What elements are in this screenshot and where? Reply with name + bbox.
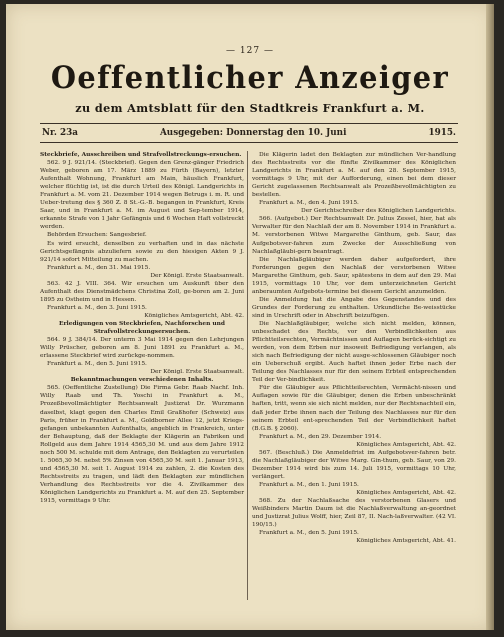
page-subtitle: zu dem Amtsblatt für den Stadtkreis Frankfurt a. M. (75, 101, 425, 115)
paragraph: Frankfurt a. M., den 29. Dezember 1914. (259, 433, 382, 440)
paragraph: Der Gerichtschreiber des Königlichen Landgerichts. (301, 208, 456, 215)
paragraph: Bekanntmachungen verschiedenen Inhalts. (70, 377, 214, 384)
paragraph: Frankfurt a. M., den 3. Juni 1915. (47, 304, 147, 311)
paragraph: Königliches Amtsgericht, Abt. 41. (356, 538, 456, 545)
paragraph: Erledigungen von Steckbriefen, Nachforschen und Strafvollstreckungsersuchen. (58, 320, 226, 336)
paragraph: Frankfurt a. M., den 4. Juni 1915. (259, 200, 359, 207)
page-edge (486, 4, 494, 630)
paragraph: Es wird ersucht, denselben zu verhaften und in das nächste Gerichtsgefängnis abzuliefern sowie zu den hiesigen Akten 9 J. 921/14 sofort Mitteilung zu machen. (40, 240, 244, 263)
paragraph: 564. 9 J. 384/14. Der unterm 3 Mai 1914 gegen den Lehrjungen Willy Prüscher, geboren am 8. Juni 1891 zu Frankfurt a. M., erlassene Steckbrief wird zurückge-nommen. (40, 337, 244, 360)
paragraph: Der Königl. Erste Staatsanwalt. (150, 272, 244, 279)
issue-bar (40, 123, 458, 143)
paragraph: Die Nachlaßgläubiger werden daher aufgefordert, ihre Forderungen gegen den Nachlaß der verstorbenen Witwe Margarethe Ginthum, geb. Saur, spätestens in dem auf den 29. Mai 1915, vormittags 10 Uhr, vor dem unterzeichneten Gericht anberaumten Aufgebots-termine bei diesem Gericht anzumelden. (252, 256, 456, 295)
paragraph: Königliches Amtsgericht, Abt. 42. (144, 312, 244, 319)
paragraph: 568. Zu der Nachlaßsache des verstorbenen Glasers und Weißbinders Martin Daum ist die Nachlaßverwaltung an-geordnet und Justizrat Julius Wolff, hier, Zeil 87, II. Nach-laßverwalter. (42 VI. 190/15.) (252, 498, 456, 529)
column-divider (247, 151, 248, 600)
paragraph: Frankfurt a. M., den 31. Mai 1915. (47, 264, 151, 271)
paragraph: 566. (Aufgebot.) Der Rechtsanwalt Dr. Julius Zessel, hier, hat als Verwalter für den Nachlaß der am 8. November 1914 in Frankfurt a. M. verstorbenen Witwe Margarethe Ginthum, geb. Saur, das Aufgebotsver-fahren zum Zwecke der Ausschließung von Nachlaßgläubi-gern beantragt. (252, 216, 456, 255)
issue-date: Ausgegeben: Donnerstag den 10. Juni (159, 128, 347, 138)
paragraph: Für die Gläubiger aus Pflichtteilsrechten, Vermächt-nissen und Auflagen sowie für die Gläubiger, denen die Erben unbeschränkt haften, tritt, wenn sie sich nicht melden, nur der Rechtsnachteil ein, daß jeder Erbe ihnen nach der Teilung des Nachlasses nur für den seinem Erbteil ent-sprechenden Teil der Verbindlichkeit haftet (B.G.B. § 2060). (252, 385, 456, 432)
paragraph: Die Anmeldung hat die Angabe des Gegenstandes und des Grundes der Forderung zu enthalten. Urkundliche Be-weisstücke sind in Urschrift oder in Abschrift beizufügen. (252, 296, 456, 319)
paragraph: Die Nachlaßgläubiger, welche sich nicht melden, können, unbeschadet des Rechts, vor den Verbindlichkeiten aus Pflichtteilsrechten, Vermächtnissen und Auflagen berück-sichtigt zu werden, von dem Erben nur insoweit Befriedigung verlangen, als sich nach Befriedigung der nicht ausge-schlossenen Gläubiger noch ein Ueberschuß ergibt. Auch haftet ihnen jeder Erbe nach der Teilung des Nachlasses nur für den seinem Erbteil entsprechenden Teil der Ver-bindlichkeit. (252, 320, 456, 384)
paragraph: Frankfurt a. M., den 1. Juni 1915. (259, 481, 359, 488)
issue-number: Nr. 23a (42, 128, 78, 138)
paragraph: Königliches Amtsgericht, Abt. 42. (356, 489, 456, 496)
issue-year: 1915. (428, 128, 456, 138)
paragraph: 567. (Beschluß.) Die Anmeldefrist im Aufgebotsver-fahren betr. die Nachlaßgläubiger der Witwe Marg. Gin-thum, geb. Saur, von 29. Dezember 1914 wird bis zum 14. Juli 1915, vormittags 10 Uhr, verlängert. (252, 449, 456, 480)
paragraph: 565. (Oeffentliche Zustellung) Die Firma Gebr. Raab Nachf. Inh. Willy Raab und Th. Yoschi in Frankfurt a. M., Prozeßbevollmächtigter Rechtsanwalt Justizrat Dr. Wurzmann daselbst, klagt gegen den Charles Emil Graßhofer (Schweiz) aus Paris, früher in Frankfurt a. M., Goldborner Allee 12, jetzt Kriegs-gefangen unbekannten Aufenthalts, angeblich in Frankreich, unter der Behauptung, daß der Beklagte der Klägerin an Fabriken und Rollgeld aus dem Jahre 1914 4565,30 M. und aus dem Jahre 1912 noch 500 M. schulde mit dem Antrage, den Beklagten zu verurteilen 1. 5065,30 M. nebst 5% Zinsen von 4565,30 M. seit 1. Januar 1913, und 4565,30 M. seit 1. August 1914 zu zahlen, 2. die Kosten des Rechtsstreits zu tragen, und lädt den Beklagten zur mündlichen Verhandlung des Rechtsstreits vor die 4. Zivilkammer des Königlichen Landgerichts zu Frankfurt a. M. auf den 25. September 1915, vormittags 9 Uhr. (40, 385, 244, 505)
paragraph: Die Klägerin ladet den Beklagten zur mündlichen Ver-handlung des Rechtsstreits vor die fünfte Zivilkammer des Königlichen Landgerichts in Frankfurt a. M. auf den 28. September 1915, vormittags 9 Uhr, mit der Aufforderung, einen bei dem dieser Gericht zugelassenen Rechtsanwalt als Prozeßbevollmächtigten zu bestellen. (252, 152, 456, 199)
paragraph: Frankfurt a. M., den 5. Juni 1915. (47, 361, 147, 368)
right-column (252, 151, 456, 545)
text-columns (40, 151, 458, 600)
paragraph: Steckbriefe, Ausschreiben und Strafvollstreckungs-ersuchen. (40, 152, 242, 158)
paragraph: Der Königl. Erste Staatsanwalt. (150, 369, 244, 376)
left-column (40, 151, 244, 505)
page-number: — 127 — (226, 46, 274, 56)
paragraph: Frankfurt a. M., den 5. Juni 1915. (259, 530, 359, 537)
page-title: Oeffentlicher Anzeiger (50, 60, 450, 96)
paragraph: Königliches Amtsgericht, Abt. 42. (356, 441, 456, 448)
paragraph: Behörden Ersuchen: Sangesbrief. (47, 232, 147, 239)
paragraph: 562. 9 J. 921/14. (Steckbrief). Gegen den Grenz-gänger Friedrich Weber, geboren am 17. März 1889 zu Fürth (Bayern), letzter Aufenthalt Wohnung, Frankfurt am Main, häuslich Frankfurt, welcher flüchtig ist, ist die durch Urteil des Königl. Landgerichts in Frankfurt a. M. vom 21. Dezember 1914 wegen Betrugs i. m. R. und Ueber-tretung des § 360 Z. 8 St.-G.-B. begangen in Frankfurt, Kreis Saar, und in Frankfurt a. M. im August und Sep-tember 1914, erkannte Strafe von 1 Jahr Gefängnis und 6 Wochen Haft vollstreckt werden. (40, 160, 244, 231)
document-page (6, 4, 494, 630)
paragraph: 563. 42 J. VIII. 364. Wir ersuchen um Auskunft über den Aufenthalt des Dienstmädchens Christina Zoll, ge-boren am 2. Juni 1895 zu Ostheim und in Hessen. (40, 280, 244, 303)
